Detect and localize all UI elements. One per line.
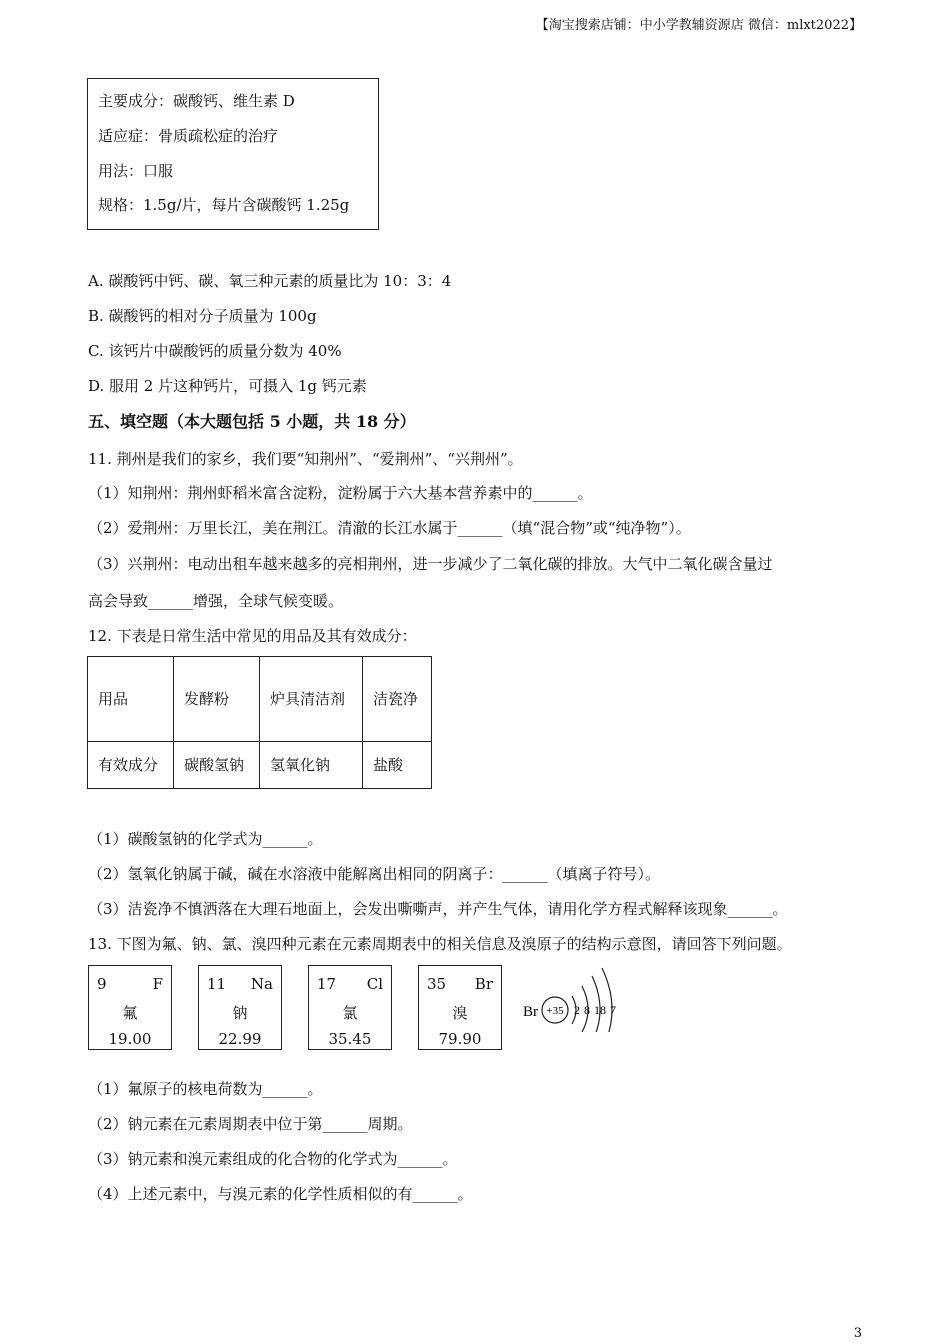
electron-shell-arc [602,968,612,1032]
nucleus-charge: +35 [546,1005,564,1017]
element-symbol: Cl [366,975,383,993]
element-symbol: F [152,975,163,993]
q13-part3: （3）钠元素和溴元素组成的化合物的化学式为______。 [88,1150,458,1168]
q12-part2: （2）氢氧化钠属于碱，碱在水溶液中能解离出相同的阴离子：______（填离子符号）。 [88,865,661,883]
atomic-mass: 22.99 [218,1030,262,1048]
table-row [88,657,432,742]
element-card-sodium [198,965,282,1050]
atomic-mass: 79.90 [438,1030,482,1048]
element-card-chlorine [308,965,392,1050]
shell-electrons: 7 [610,1003,616,1017]
option-a: A. 碳酸钙中钙、碳、氧三种元素的质量比为 10：3：4 [88,272,452,290]
q13-part1: （1）氟原子的核电荷数为______。 [88,1080,323,1098]
q12-stem: 12. 下表是日常生活中常见的用品及其有效成分： [88,627,417,645]
table-cell: 发酵粉 [174,657,260,742]
element-symbol: Na [250,975,273,993]
atomic-mass: 19.00 [108,1030,152,1048]
element-name: 溴 [452,1004,468,1022]
table-cell: 盐酸 [363,742,432,789]
element-card-bromine [418,965,502,1050]
atomic-number: 17 [317,975,337,993]
q12-part1: （1）碳酸氢钠的化学式为______。 [88,830,323,848]
table-row [88,742,432,789]
q11-part2: （2）爱荆州：万里长江，美在荆江。清澈的长江水属于______（填“混合物”或“纯净物”）。 [88,519,691,537]
element-name: 氯 [342,1004,358,1022]
label-spec: 规格：1.5g/片，每片含碳酸钙 1.25g [98,196,350,214]
label-indication: 适应症：骨质疏松症的治疗 [98,127,279,145]
atom-symbol: Br [523,1004,538,1020]
q11-part1: （1）知荆州：荆州虾稻米富含淀粉，淀粉属于六大基本营养素中的______。 [88,484,593,502]
atomic-number: 35 [427,975,447,993]
option-c: C. 该钙片中碳酸钙的质量分数为 40% [88,342,342,360]
option-b: B. 碳酸钙的相对分子质量为 100g [88,307,317,325]
table-cell: 碳酸氢钠 [174,742,260,789]
element-card-fluorine [88,965,172,1050]
bromine-atom-diagram [520,962,630,1032]
label-ingredients: 主要成分：碳酸钙、维生素 D [98,92,295,110]
q11-part3a: （3）兴荆州：电动出租车越来越多的亮相荆州，进一步减少了二氧化碳的排放。大气中二氧化碳含量过 [88,555,773,573]
atomic-mass: 35.45 [328,1030,372,1048]
q13-part2: （2）钠元素在元素周期表中位于第______周期。 [88,1115,413,1133]
atomic-number: 11 [207,975,227,993]
q13-stem: 13. 下图为氟、钠、氯、溴四种元素在元素周期表中的相关信息及溴原子的结构示意图，请回答下列问题。 [88,935,792,953]
label-usage: 用法：口服 [98,162,174,180]
medicine-label-box [87,78,379,230]
q11-stem: 11. 荆州是我们的家乡，我们要“知荆州”、“爱荆州”、“兴荆州”。 [88,450,523,468]
table-cell: 洁瓷净 [363,657,432,742]
table-cell: 有效成分 [88,742,174,789]
table-cell: 氢氧化钠 [260,742,363,789]
page-header: 【淘宝搜索店铺：中小学教辅资源店 微信：mlxt2022】 [535,18,862,33]
table-cell: 用品 [88,657,174,742]
shell-electrons: 8 [584,1003,590,1017]
q12-part3: （3）洁瓷净不慎洒落在大理石地面上，会发出嘶嘶声，并产生气体，请用化学方程式解释该现象______。 [88,900,788,918]
shell-electrons: 2 [574,1003,580,1017]
element-symbol: Br [474,975,493,993]
shell-electrons: 18 [594,1003,606,1017]
q11-part3b: 高会导致______增强，全球气候变暖。 [88,592,344,610]
q13-part4: （4）上述元素中，与溴元素的化学性质相似的有______。 [88,1185,473,1203]
section-title: 五、填空题（本大题包括 5 小题，共 18 分） [88,412,416,431]
option-d: D. 服用 2 片这种钙片，可摄入 1g 钙元素 [88,377,367,395]
element-name: 氟 [122,1004,138,1022]
page-number: 3 [853,1326,862,1341]
element-name: 钠 [232,1004,248,1022]
atomic-number: 9 [97,975,107,993]
products-table [87,656,432,789]
table-cell: 炉具清洁剂 [260,657,363,742]
